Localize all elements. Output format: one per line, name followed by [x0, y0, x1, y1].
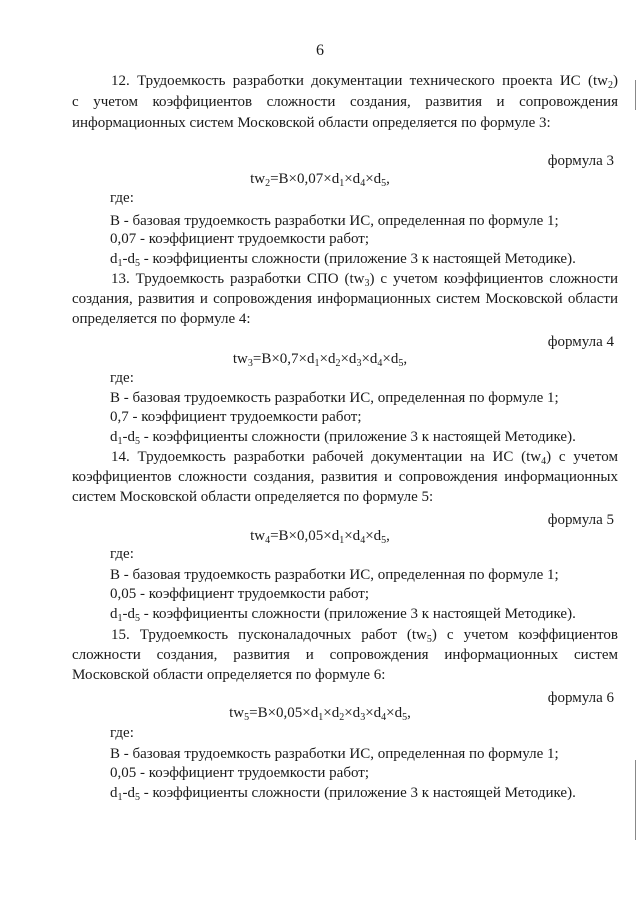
- s13-where: где:: [110, 370, 134, 386]
- formula-subscript: 2: [339, 712, 345, 723]
- s12-def-2: 0,07 - коэффициент трудоемкости работ;: [110, 231, 369, 247]
- s12-formula: [0, 171, 640, 188]
- s14-where: где:: [110, 546, 134, 562]
- s14-def-2: 0,05 - коэффициент трудоемкости работ;: [110, 586, 369, 602]
- s14-formula: [0, 528, 640, 545]
- formula-subscript: 4: [265, 535, 271, 546]
- formula-text: tw: [250, 171, 266, 187]
- formula-subscript: 2: [265, 178, 271, 189]
- formula-subscript: 5: [381, 535, 387, 546]
- s13-def-2: 0,7 - коэффициент трудоемкости работ;: [110, 409, 362, 425]
- formula-text: ×d: [361, 351, 378, 367]
- s12-line-1: 12. Трудоемкость разработки документации технического проекта ИС $(tw_2)$: [111, 73, 618, 91]
- s14-line-2: коэффициентов сложности создания, развития и сопровождения информационных: [72, 469, 618, 485]
- formula-subscript: 4: [360, 178, 366, 189]
- s13-formula: [0, 351, 640, 368]
- s15-line-1: 15. Трудоемкость пусконаладочных работ $(tw_5)$ с учетом коэффициентов: [111, 627, 618, 645]
- formula-text: tw: [232, 351, 248, 367]
- s14-line-3: систем Московской области определяется по формуле 5:: [72, 489, 434, 505]
- s14-def-1: В - базовая трудоемкость разработки ИС, определенная по формуле 1;: [110, 567, 559, 583]
- s15-formula: [0, 705, 640, 722]
- formula-text: ×d: [340, 351, 357, 367]
- formula-text: =B×0,7×d: [252, 351, 315, 367]
- formula-subscript: 1: [314, 358, 320, 369]
- formula-subscript: 1: [339, 178, 345, 189]
- formula-subscript: 3: [356, 358, 362, 369]
- formula-text: ×d: [344, 705, 361, 721]
- s13-formula-label: формула 4: [547, 334, 614, 350]
- formula-text: =B×0,07×d: [270, 171, 340, 187]
- formula-text: tw: [250, 528, 266, 544]
- formula-text: ×d: [365, 171, 382, 187]
- s15-line-2: сложности создания, развития и сопровождения информационных систем: [72, 647, 618, 663]
- s12-line-3: информационных систем Московской области определяется по формуле 3:: [72, 115, 551, 131]
- formula-text: tw: [229, 705, 245, 721]
- formula-text: ×d: [386, 705, 403, 721]
- s15-formula-label: формула 6: [547, 690, 614, 706]
- formula-subscript: 2: [335, 358, 341, 369]
- formula-subscript: 1: [318, 712, 324, 723]
- s12-where: где:: [110, 190, 134, 206]
- s13-line-1: 13. Трудоемкость разработки СПО $(tw_3)$ с учетом коэффициентов сложности: [111, 271, 619, 289]
- s15-def-1: В - базовая трудоемкость разработки ИС, определенная по формуле 1;: [110, 746, 559, 762]
- s12-def-3: $d_1-d_5$ - коэффициенты сложности (приложение 3 к настоящей Методике).: [110, 251, 576, 269]
- s14-formula-label: формула 5: [547, 512, 614, 528]
- formula-text: =B×0,05×d: [270, 528, 340, 544]
- formula-text: ×d: [365, 705, 382, 721]
- formula-text: ×d: [344, 528, 361, 544]
- formula-text: ×d: [365, 528, 382, 544]
- formula-text: ,: [407, 705, 411, 721]
- formula-subscript: 3: [360, 712, 366, 723]
- scan-edge-mark: [635, 760, 636, 840]
- formula-text: ×d: [323, 705, 340, 721]
- formula-text: =B×0,05×d: [249, 705, 319, 721]
- formula-subscript: 5: [381, 178, 387, 189]
- formula-subscript: 1: [339, 535, 345, 546]
- s15-def-2: 0,05 - коэффициент трудоемкости работ;: [110, 765, 369, 781]
- formula-subscript: 4: [360, 535, 366, 546]
- formula-text: ×d: [344, 171, 361, 187]
- s13-line-3: определяется по формуле 4:: [72, 311, 251, 327]
- formula-text: ×d: [382, 351, 399, 367]
- s15-def-3: $d_1-d_5$ - коэффициенты сложности (приложение 3 к настоящей Методике).: [110, 785, 576, 803]
- s13-def-1: В - базовая трудоемкость разработки ИС, определенная по формуле 1;: [110, 390, 559, 406]
- s15-where: где:: [110, 725, 134, 741]
- formula-text: ,: [386, 528, 390, 544]
- s13-line-2: создания, развития и сопровождения информационных систем Московской области: [72, 291, 618, 307]
- s12-def-1: В - базовая трудоемкость разработки ИС, определенная по формуле 1;: [110, 213, 559, 229]
- formula-subscript: 5: [402, 712, 408, 723]
- formula-subscript: 3: [247, 358, 253, 369]
- formula-text: ,: [386, 171, 390, 187]
- formula-text: ×d: [319, 351, 336, 367]
- formula-subscript: 4: [377, 358, 383, 369]
- s12-line-2: с учетом коэффициентов сложности создания, развития и сопровождения: [72, 94, 618, 110]
- s12-formula-label: формула 3: [547, 153, 614, 169]
- formula-subscript: 4: [381, 712, 387, 723]
- s15-line-3: Московской области определяется по формуле 6:: [72, 667, 386, 683]
- formula-subscript: 5: [244, 712, 250, 723]
- s14-def-3: $d_1-d_5$ - коэффициенты сложности (приложение 3 к настоящей Методике).: [110, 606, 576, 624]
- formula-subscript: 5: [398, 358, 404, 369]
- scan-edge-mark: [635, 80, 636, 110]
- s14-line-1: 14. Трудоемкость разработки рабочей документации на ИС $(tw_4)$ с учетом: [111, 449, 618, 467]
- formula-text: ,: [403, 351, 408, 367]
- s13-def-3: $d_1-d_5$ - коэффициенты сложности (приложение 3 к настоящей Методике).: [110, 429, 576, 447]
- page-number: 6: [316, 42, 324, 59]
